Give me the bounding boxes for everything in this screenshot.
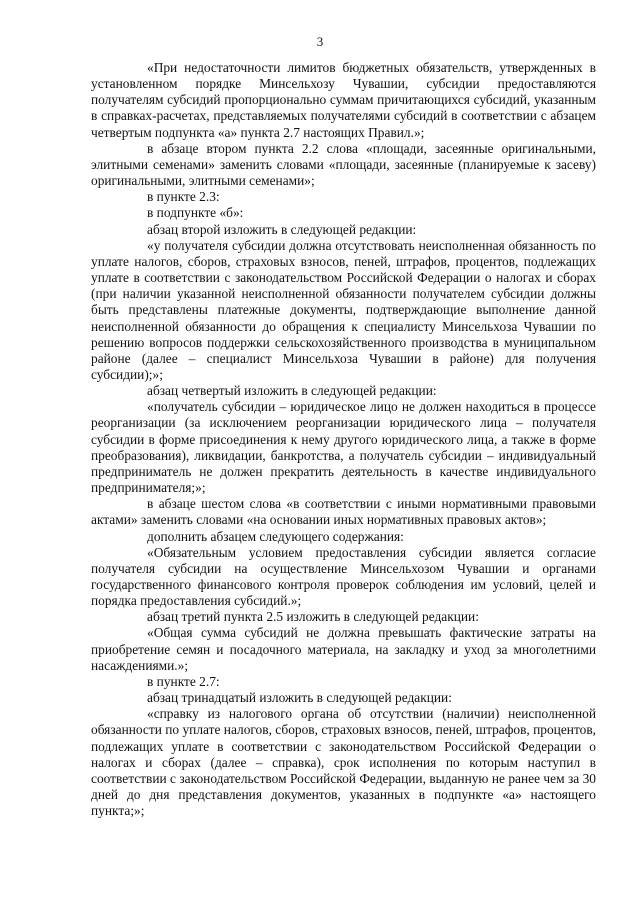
paragraph: в пункте 2.7: [147, 673, 220, 689]
paragraph: «справку из налогового органа об отсутствии (наличии) неисполненной обязанности по уплате налогов, сборов, страховых взносов, пеней, штрафов, процентов, подлежащих уплате в соответствии с законодательством Российской Федерации о налогах и сборах (далее – справка), срок исполнения по которым наступил в соответствии с законодательством Российской Федерации, выданную не ранее чем за 30 дней до дня представления документов, указанных в подпункте «а» настоящего пункта;»; [91, 706, 596, 819]
paragraph: абзац четвертый изложить в следующей редакции: [147, 383, 437, 399]
paragraph: в пункте 2.3: [147, 189, 220, 205]
paragraph: абзац тринадцатый изложить в следующей редакции: [147, 690, 452, 706]
paragraph: в подпункте «б»: [147, 205, 244, 221]
paragraph: дополнить абзацем следующего содержания: [147, 528, 404, 544]
paragraph: абзац третий пункта 2.5 изложить в следующей редакции: [147, 609, 479, 625]
paragraph: абзац второй изложить в следующей редакции: [147, 221, 417, 237]
paragraph: «Общая сумма субсидий не должна превышать фактические затраты на приобретение семян и посадочного материала, на закладку и уход за многолетними насаждениями.»; [91, 625, 596, 673]
paragraph: в абзаце втором пункта 2.2 слова «площади, засеянные оригинальными, элитными семенами» заменить словами «площади, засеянные (планируемые к засеву) оригинальными, элитными семенами»; [91, 140, 596, 189]
paragraph: «получатель субсидии – юридическое лицо не должен находиться в процессе реорганизации (за исключением реорганизации юридического лица – получателя субсидии в форме присоединения к нему другого юридического лица, а также в форме преобразования), ликвидации, банкротства, а получатель субсидии – индивидуальный предприниматель не должен прекратить деятельность в качестве индивидуального предпринимателя;»; [91, 399, 596, 496]
paragraph: «При недостаточности лимитов бюджетных обязательств, утвержденных в установленном порядке Минсельхозу Чувашии, субсидии предоставляются получателям субсидий пропорционально суммам причитающихся субсидий, указанным в справках-расчетах, представляемых получателями субсидий в соответствии с абзацем четвертым подпункта «а» пункта 2.7 настоящих Правил.»; [91, 60, 596, 140]
document-body [91, 60, 596, 819]
paragraph: в абзаце шестом слова «в соответствии с иными нормативными правовыми актами» заменить словами «на основании иных нормативных правовых актов»; [91, 496, 596, 528]
paragraph: «Обязательным условием предоставления субсидии является согласие получателя субсидии на осуществление Минсельхозом Чувашии и органами государственного финансового контроля проверок соблюдения им условий, целей и порядка предоставления субсидий.»; [91, 544, 596, 609]
paragraph: «у получателя субсидии должна отсутствовать неисполненная обязанность по уплате налогов, сборов, страховых взносов, пеней, штрафов, процентов, подлежащих уплате в соответствии с законодательством Российской Федерации о налогах и сборах (при наличии указанной неисполненной обязанности получателем субсидии должны быть представлены платежные документы, подтверждающие выполнение данной неисполненной обязанности до обращения к специалисту Минсельхоза Чувашии по решению вопросов поддержки сельскохозяйственного производства в муниципальном районе (далее – специалист Минсельхоза Чувашии в районе) для получения субсидии);»; [91, 237, 596, 382]
page-number: 3 [316, 34, 324, 49]
